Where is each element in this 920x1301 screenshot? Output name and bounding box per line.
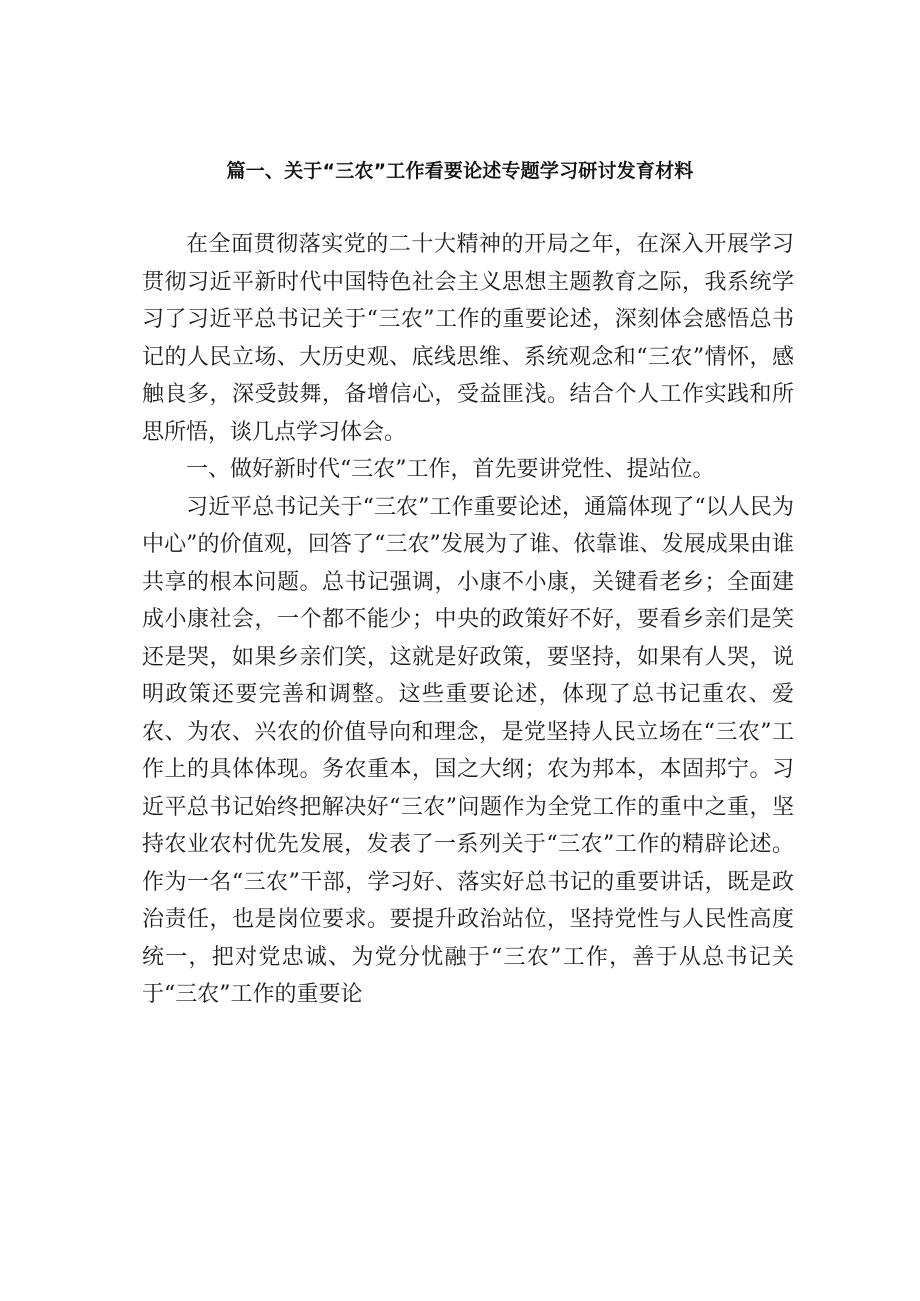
paragraph-intro: 在全面贯彻落实党的二十大精神的开局之年，在深入开展学习贯彻习近平新时代中国特色社会主义思想主题教育之际，我系统学习了习近平总书记关于“三农”工作的重要论述，深刻体会感悟总书记的人民立场、大历史观、底线思维、系统观念和“三农”情怀，感触良多，深受鼓舞，备增信心，受益匪浅。结合个人工作实践和所思所悟，谈几点学习体会。 bbox=[142, 232, 794, 445]
document-title: 篇一、关于“三农”工作看要论述专题学习研讨发育材料 bbox=[226, 160, 694, 182]
document-body bbox=[142, 226, 794, 1014]
paragraph-heading-one: 一、做好新时代“三农”工作，首先要讲党性、提站位。 bbox=[186, 457, 715, 482]
paragraph-body: 习近平总书记关于“三农”工作重要论述，通篇体现了“以人民为中心”的价值观，回答了“三农”发展为了谁、依靠谁、发展成果由谁共享的根本问题。总书记强调，小康不小康，关键看老乡；全面建成小康社会，一个都不能少；中央的政策好不好，要看乡亲们是笑还是哭，如果乡亲们笑，这就是好政策，要坚持，如果有人哭，说明政策还要完善和调整。这些重要论述，体现了总书记重农、爱农、为农、兴农的价值导向和理念，是党坚持人民立场在“三农”工作上的具体体现。务农重本，国之大纲；农为邦本，本固邦宁。习近平总书记始终把解决好“三农”问题作为全党工作的重中之重，坚持农业农村优先发展，发表了一系列关于“三农”工作的精辟论述。作为一名“三农”干部，学习好、落实好总书记的重要讲话，既是政治责任，也是岗位要求。要提升政治站位，坚持党性与人民性高度统一，把对党忠诚、为党分忧融于“三农”工作，善于从总书记关于“三农”工作的重要论 bbox=[142, 494, 794, 1007]
